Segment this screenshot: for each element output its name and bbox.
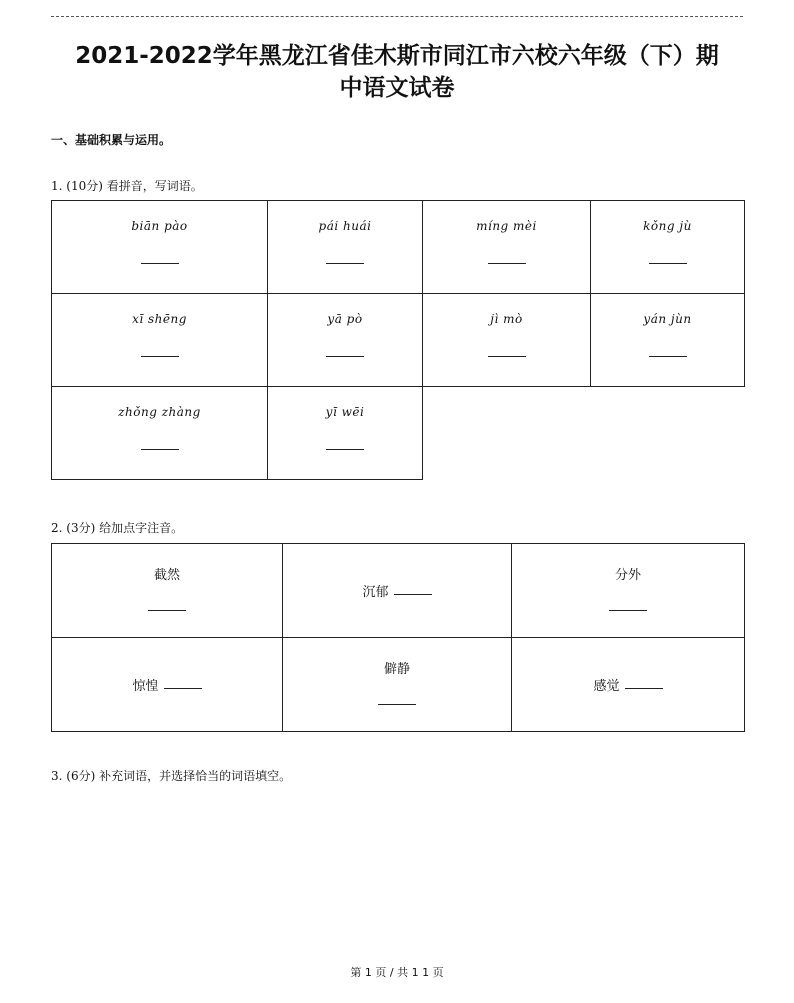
question-3-number: 3. (6分) — [51, 769, 96, 783]
top-dashed-rule — [51, 16, 743, 17]
pinyin-table — [51, 200, 745, 480]
pinyin-text: míng mèi — [476, 219, 537, 233]
pinyin-cell — [52, 201, 268, 294]
pinyin-cell — [52, 294, 268, 387]
word-cell — [283, 544, 512, 638]
pinyin-text: biān pào — [131, 219, 188, 233]
answer-blank[interactable] — [141, 356, 179, 357]
answer-blank[interactable] — [649, 263, 687, 264]
answer-blank[interactable] — [164, 688, 202, 689]
word-text: 沉郁 — [362, 585, 389, 600]
title-line-1: 2021-2022学年黑龙江省佳木斯市同江市六校六年级（下）期 — [75, 43, 719, 69]
answer-blank[interactable] — [326, 449, 364, 450]
word-cell — [283, 638, 512, 732]
question-3-prompt: 补充词语，并选择恰当的词语填空。 — [99, 769, 292, 783]
word-cell — [512, 544, 745, 638]
pinyin-cell — [591, 294, 745, 387]
table-row — [52, 544, 745, 638]
pinyin-text: yā pò — [327, 312, 363, 326]
question-2-stem — [51, 519, 183, 536]
table-row — [52, 638, 745, 732]
answer-blank[interactable] — [649, 356, 687, 357]
pinyin-cell — [52, 387, 268, 480]
pinyin-cell — [268, 387, 423, 480]
word-cell — [512, 638, 745, 732]
answer-blank[interactable] — [141, 449, 179, 450]
title-line-2: 中语文试卷 — [339, 75, 455, 101]
annotation-table — [51, 543, 745, 732]
table-row — [52, 201, 745, 294]
answer-blank[interactable] — [488, 356, 526, 357]
answer-blank[interactable] — [326, 356, 364, 357]
answer-blank[interactable] — [148, 610, 186, 611]
question-2-prompt: 给加点字注音。 — [99, 521, 184, 535]
word-text: 感觉 — [593, 679, 620, 694]
answer-blank[interactable] — [394, 594, 432, 595]
pinyin-text: xī shēng — [132, 312, 187, 326]
word-text: 惊惶 — [132, 679, 159, 694]
section-heading: 一、基础积累与运用。 — [51, 133, 172, 147]
answer-blank[interactable] — [326, 263, 364, 264]
question-1-stem — [51, 177, 203, 194]
word-text: 截然 — [153, 568, 180, 583]
empty-cell — [423, 387, 591, 480]
word-text: 僻静 — [383, 662, 410, 677]
pinyin-cell — [268, 201, 423, 294]
pinyin-cell — [423, 201, 591, 294]
table-row — [52, 387, 745, 480]
empty-cell — [591, 387, 745, 480]
question-3-stem — [51, 767, 291, 784]
pinyin-text: jì mò — [490, 312, 523, 326]
answer-blank[interactable] — [488, 263, 526, 264]
pinyin-cell — [591, 201, 745, 294]
question-1-number: 1. (10分) — [51, 179, 103, 193]
answer-blank[interactable] — [609, 610, 647, 611]
pinyin-text: zhǒng zhàng — [118, 405, 201, 419]
page-footer: 第 1 页 / 共 1 1 页 — [350, 966, 444, 979]
answer-blank[interactable] — [625, 688, 663, 689]
table-row — [52, 294, 745, 387]
pinyin-text: kǒng jù — [643, 219, 692, 233]
question-1-prompt: 看拼音，写词语。 — [106, 179, 203, 193]
pinyin-cell — [423, 294, 591, 387]
question-2-number: 2. (3分) — [51, 521, 96, 535]
word-text: 分外 — [614, 568, 641, 583]
pinyin-text: yán jùn — [643, 312, 692, 326]
page-title — [40, 40, 754, 104]
answer-blank[interactable] — [141, 263, 179, 264]
answer-blank[interactable] — [378, 704, 416, 705]
pinyin-text: pái huái — [318, 219, 372, 233]
pinyin-text: yī wēi — [325, 405, 365, 419]
word-cell — [52, 544, 283, 638]
pinyin-cell — [268, 294, 423, 387]
word-cell — [52, 638, 283, 732]
